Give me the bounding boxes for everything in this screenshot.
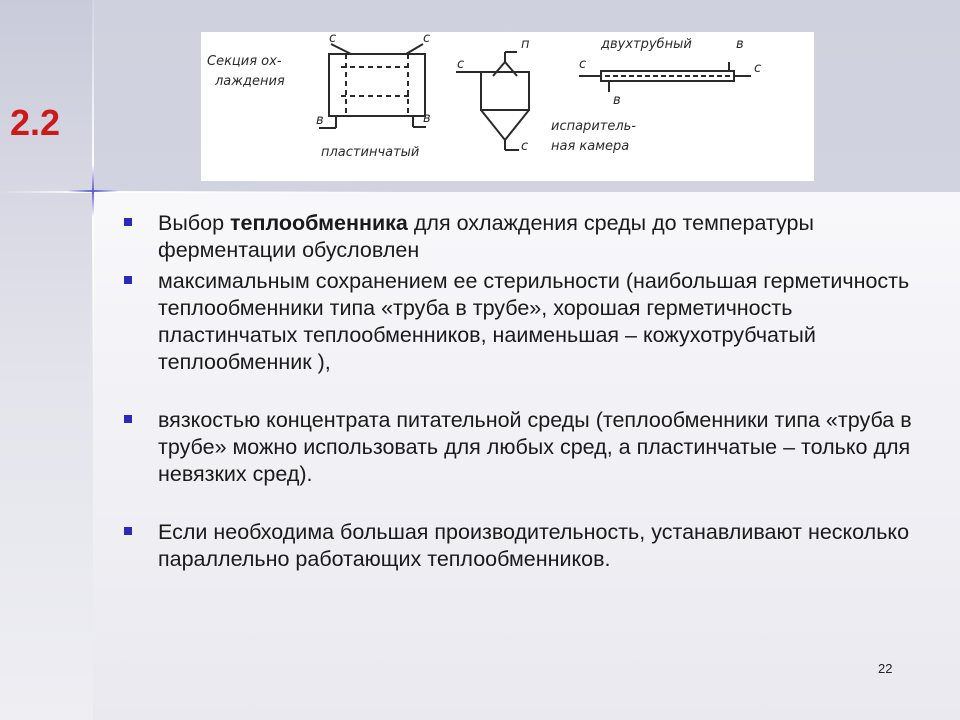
bullet-item: вязкостью концентрата питательной среды (теплообменники типа «труба в трубе» можно использовать для любых сред, а пластинчатые – только для невязких сред). bbox=[118, 407, 918, 488]
label-c-4: с bbox=[521, 139, 529, 154]
bullet-item: Если необходима большая производительность, устанавливают несколько параллельно работающих теплообменников. bbox=[118, 519, 918, 573]
decor-horizontal-line bbox=[0, 191, 400, 193]
label-cooling-section-2: лаждения bbox=[215, 74, 285, 89]
bullet-item: максимальным сохранением ее стерильности (наибольшая герметичность теплообменники типа «труба в трубе», хорошая герметичность пластинчатых теплообменников, наименьшая – кожухотрубчатый теплообменник ), bbox=[118, 268, 918, 376]
label-evaporator-2: ная камера bbox=[551, 139, 630, 154]
label-c-6: с bbox=[754, 61, 762, 76]
label-plate: пластинчатый bbox=[321, 145, 420, 160]
bullet-item: Выбор теплообменника для охлаждения среды до температуры ферментации обусловлен bbox=[118, 210, 918, 264]
bullet-list bbox=[118, 210, 918, 573]
label-v-4: в bbox=[613, 93, 621, 108]
bullet-marker-icon bbox=[124, 527, 132, 535]
label-c-5: с bbox=[579, 57, 587, 72]
bullet-marker-icon bbox=[124, 415, 132, 423]
bullet-marker-icon bbox=[124, 218, 132, 226]
label-cooling-section-1: Секция ох- bbox=[207, 54, 282, 69]
bold-term: теплообменника bbox=[230, 211, 408, 235]
label-p: п bbox=[521, 37, 530, 52]
label-c-2: с bbox=[423, 32, 431, 46]
label-c-1: с bbox=[329, 32, 337, 46]
label-v-2: в bbox=[423, 111, 431, 126]
section-number: 2.2 bbox=[10, 102, 61, 143]
label-evaporator-1: испаритель- bbox=[551, 119, 636, 134]
label-v-1: в bbox=[316, 113, 324, 128]
label-c-3: с bbox=[457, 57, 465, 72]
label-double-pipe: двухтрубный bbox=[601, 37, 692, 52]
heat-exchanger-diagram bbox=[201, 32, 814, 181]
bullet-marker-icon bbox=[124, 276, 132, 284]
page-number: 22 bbox=[878, 661, 893, 676]
heat-exchanger-figure bbox=[201, 32, 814, 181]
label-v-3: в bbox=[736, 37, 744, 52]
decor-star-icon bbox=[67, 165, 119, 217]
